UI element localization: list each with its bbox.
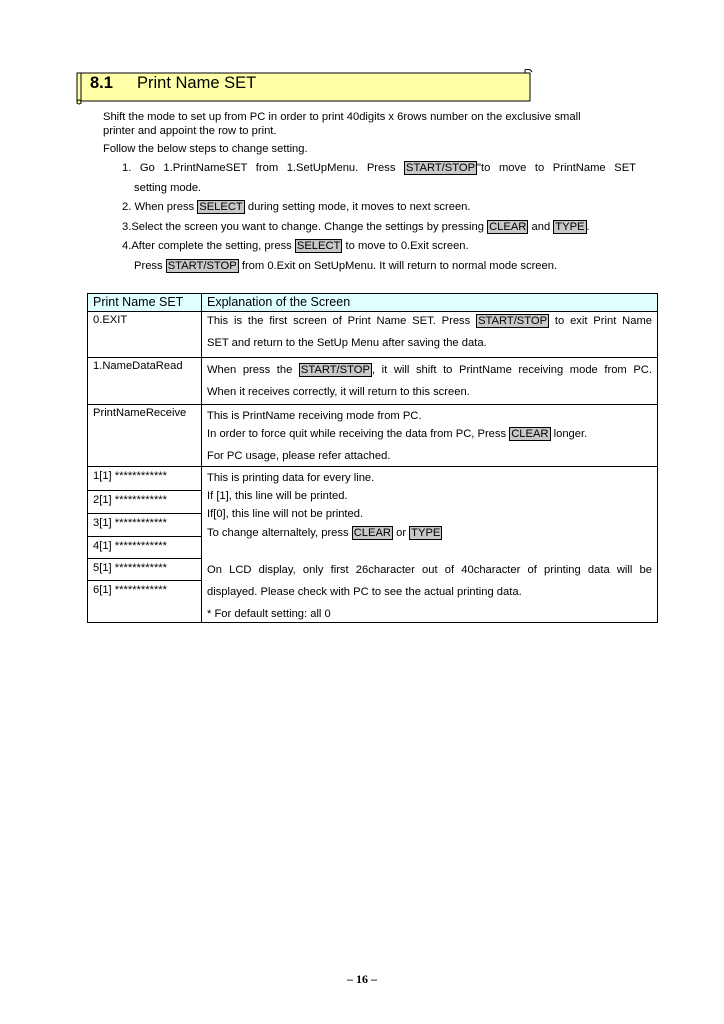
type-key: TYPE [555,221,585,233]
select-key: SELECT [199,201,243,213]
lines-line-5: On LCD display, only first 26character out of 40character of printing data will be [207,564,652,576]
row-desc-lines [202,467,658,623]
step-2: 2. When press SELECT during setting mode, it moves to next screen. [122,201,471,213]
step-4: 4.After complete the setting, press SELECT to move to 0.Exit screen. [122,240,469,252]
intro-line-3: Follow the below steps to change setting. [103,143,308,155]
line-label-1: 1[1] ************ [88,467,201,491]
start-stop-key: START/STOP [167,260,237,272]
table-row-receive [88,405,658,467]
receive-line-3: For PC usage, please refer attached. [207,450,391,462]
clear-key: CLEAR [489,221,527,233]
print-name-table [87,293,658,623]
page-number: – 16 – [347,972,377,986]
line-label-2: 2[1] ************ [88,491,201,514]
start-stop-key: START/STOP [478,315,548,327]
step-5: Press START/STOP from 0.Exit on SetUpMenu. It will return to normal mode screen. [134,260,558,272]
lines-line-3: If[0], this line will not be printed. [207,508,364,520]
line-label-5: 5[1] ************ [88,559,201,581]
exit-line-2: SET and return to the SetUp Menu after saving the data. [207,337,487,349]
header-col-2: Explanation of the Screen [202,294,658,312]
row-labels-lines [88,467,202,623]
header-col-1: Print Name SET [88,294,202,312]
intro-line-1: Shift the mode to set up from PC in order to print 40digits x 6rows number on the exclusive small [103,111,581,123]
type-key: TYPE [411,527,441,539]
table-row-exit [88,312,658,358]
line-label-3: 3[1] ************ [88,514,201,537]
select-key: SELECT [296,240,341,252]
receive-line-1: This is PrintName receiving mode from PC. [207,410,422,422]
read-line-1: When press the START/STOP , it will shift to PrintName receiving mode from PC. [207,364,652,376]
section-title: Print Name SET [137,74,257,92]
lines-line-2: If [1], this line will be printed. [207,490,348,502]
lines-line-1: This is printing data for every line. [207,472,375,484]
section-banner [76,69,532,102]
clear-key: CLEAR [353,527,391,539]
line-label-6: 6[1] ************ [93,584,168,596]
table-header-row [88,294,658,312]
row-desc-receive [202,405,658,467]
step-1-cont: setting mode. [134,182,202,194]
lines-line-6: displayed. Please check with PC to see the actual printing data. [207,586,522,598]
row-desc-read [202,358,658,405]
start-stop-key: START/STOP [300,364,370,376]
step-3: 3.Select the screen you want to change. Change the settings by pressing CLEAR and TYPE . [122,221,590,233]
lines-line-4: To change alternaltely, press CLEAR or TYPE [207,527,441,539]
read-line-2: When it receives correctly, it will return to this screen. [207,386,470,398]
row-label-receive: PrintNameReceive [88,405,202,467]
row-label-read: 1.NameDataRead [88,358,202,405]
table-row-lines [88,467,658,623]
clear-key: CLEAR [511,428,549,440]
row-label-exit: 0.EXIT [88,312,202,358]
step-1: 1. Go 1.PrintNameSET from 1.SetUpMenu. Press START/STOP "to move to PrintName SET [122,162,637,174]
lines-line-7: * For default setting: all 0 [207,608,331,620]
start-stop-key: START/STOP [406,162,476,174]
exit-line-1: This is the first screen of Print Name SET. Press START/STOP to exit Print Name [207,315,652,327]
table-row-read [88,358,658,405]
row-desc-exit [202,312,658,358]
section-number: 8.1 [90,74,113,92]
receive-line-2: In order to force quit while receiving the data from PC, Press CLEAR longer. [207,428,588,440]
intro-line-2: printer and appoint the row to print. [103,125,277,137]
line-label-4: 4[1] ************ [88,537,201,559]
